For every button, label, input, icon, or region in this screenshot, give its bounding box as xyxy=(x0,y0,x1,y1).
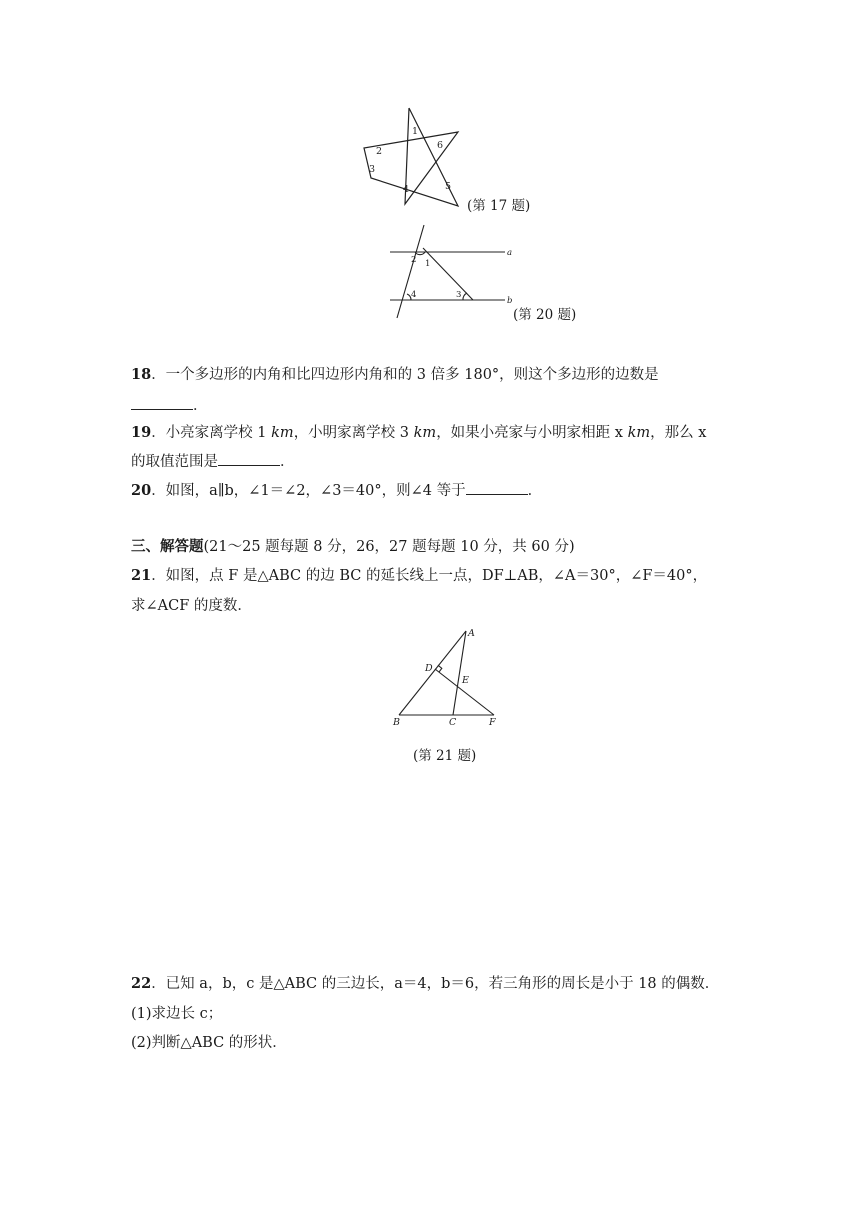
q19-text-c: ，如果小亮家与小明家相距 x xyxy=(436,425,628,441)
q20-text: ．如图，a∥b，∠1＝∠2，∠3＝40°，则∠4 等于 xyxy=(151,483,466,499)
q21-line2: 求∠ACF 的度数． xyxy=(131,598,252,614)
q19-text-b: ，小明家离学校 3 xyxy=(293,425,414,441)
q19-unit-3: km xyxy=(627,425,651,441)
q22-number: 22 xyxy=(131,975,152,992)
question-22-part2 xyxy=(131,1033,287,1053)
figure-21-caption: (第 21 题) xyxy=(413,748,477,764)
q20-end: ． xyxy=(527,483,543,499)
fig17-label-6: 6 xyxy=(437,140,444,151)
question-22 xyxy=(131,974,719,994)
fig20-label-2: 2 xyxy=(411,255,417,265)
q19-number: 19 xyxy=(131,424,152,441)
section-3-detail: (21～25 题每题 8 分，26，27 题每题 10 分，共 60 分) xyxy=(203,539,575,555)
figure-17 xyxy=(355,100,485,212)
q20-number: 20 xyxy=(131,482,152,499)
figure-17-caption: (第 17 题) xyxy=(467,198,531,214)
q21-number: 21 xyxy=(131,567,152,584)
question-18-line2 xyxy=(131,395,208,416)
q19-unit-1: km xyxy=(271,425,294,441)
q18-end: ． xyxy=(193,398,208,414)
q22-sub2: (2)判断△ABC 的形状． xyxy=(131,1035,287,1051)
q19-text-a: ．小亮家离学校 1 xyxy=(151,425,272,441)
fig21-label-B: B xyxy=(393,717,400,728)
fig17-label-1: 1 xyxy=(412,126,419,137)
figure-17-diagram xyxy=(355,100,485,212)
q19-text-d: ，那么 x xyxy=(650,425,707,441)
fig17-label-3: 3 xyxy=(369,164,376,175)
fig20-line-b: b xyxy=(507,296,513,306)
q21-text: ．如图，点 F 是△ABC 的边 BC 的延长线上一点，DF⊥AB，∠A＝30°，∠F＝40°， xyxy=(151,568,708,584)
q18-number: 18 xyxy=(131,366,152,383)
fig20-line-a: a xyxy=(507,248,513,258)
q19-line2: 的取值范围是 xyxy=(131,454,218,470)
q20-answer-blank xyxy=(466,480,528,495)
question-21 xyxy=(131,566,707,586)
fig20-label-1: 1 xyxy=(425,259,431,269)
q22-text: ．已知 a，b，c 是△ABC 的三边长，a＝4，b＝6，若三角形的周长是小于 18 的偶数． xyxy=(151,976,720,992)
figure-21-diagram xyxy=(390,622,510,730)
fig20-label-4: 4 xyxy=(411,290,417,300)
section-3-title: 三、解答题 xyxy=(131,538,204,555)
fig17-label-2: 2 xyxy=(376,146,383,157)
q19-unit-2: km xyxy=(413,425,437,441)
fig21-label-A: A xyxy=(468,628,475,639)
fig17-label-5: 5 xyxy=(445,181,452,192)
fig21-label-C: C xyxy=(449,717,457,728)
question-18 xyxy=(131,365,659,385)
q18-text: ．一个多边形的内角和比四边形内角和的 3 倍多 180°，则这个多边形的边数是 xyxy=(151,367,659,383)
q19-answer-blank xyxy=(218,451,280,466)
figure-20-caption: (第 20 题) xyxy=(513,307,577,323)
q18-answer-blank xyxy=(131,395,193,410)
figure-20-diagram xyxy=(385,222,520,322)
q19-end: ． xyxy=(280,454,295,470)
fig17-label-4: 4 xyxy=(403,184,410,195)
fig21-label-E: E xyxy=(462,675,469,686)
figure-20 xyxy=(385,222,520,322)
question-19-line2 xyxy=(131,451,295,472)
question-20 xyxy=(131,480,542,501)
section-3-heading xyxy=(131,537,575,557)
question-19 xyxy=(131,423,706,443)
fig21-label-D: D xyxy=(425,663,433,674)
fig21-label-F: F xyxy=(489,717,496,728)
question-22-part1 xyxy=(131,1004,222,1024)
figure-21 xyxy=(390,622,510,730)
q22-sub1: (1)求边长 c； xyxy=(131,1006,223,1022)
question-21-line2 xyxy=(131,596,252,616)
fig20-label-3: 3 xyxy=(456,290,462,300)
